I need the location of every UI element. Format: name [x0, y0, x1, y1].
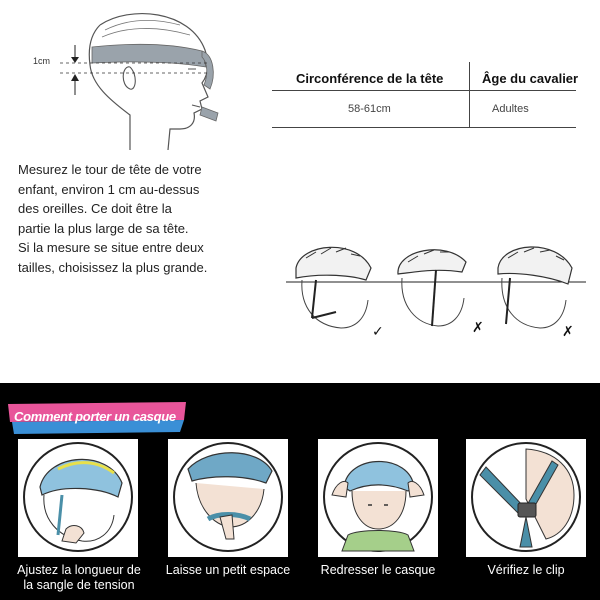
instructions-paragraph-2: Si la mesure se situe entre deux tailles, choisissez la plus grande.	[18, 240, 208, 275]
fit-mark-correct: ✓	[372, 324, 384, 340]
step-3-image-frame	[318, 439, 438, 557]
how-to-wear-section	[0, 383, 600, 600]
step-2-caption-line-1: Laisse un petit espace	[165, 563, 291, 577]
step-1-caption-line-2: la sangle de tension	[23, 578, 135, 592]
step-2-image-frame	[168, 439, 288, 557]
fit-incorrect-figure-1	[398, 250, 466, 326]
cell-age: Adultes	[492, 103, 529, 115]
step-3-illustration	[318, 439, 438, 557]
size-table	[272, 62, 579, 128]
step-4-image-frame	[466, 439, 586, 557]
step-1-illustration	[18, 439, 138, 557]
fit-incorrect-figure-2	[498, 247, 572, 328]
head-measure-illustration	[30, 5, 230, 155]
cell-size: 58-61cm	[348, 103, 391, 115]
how-to-wear-banner	[8, 400, 188, 434]
step-3-caption-line-1: Redresser le casque	[320, 563, 436, 577]
header-circumference: Circonférence de la tête	[296, 71, 444, 86]
step-1-caption	[4, 563, 154, 593]
step-1-caption-line-1: Ajustez la longueur de	[17, 563, 141, 577]
fit-mark-incorrect-1: ✗	[472, 320, 484, 336]
step-2-illustration	[168, 439, 288, 557]
fit-mark-incorrect-2: ✗	[562, 324, 574, 340]
table-column-divider	[469, 62, 470, 128]
fit-correct-figure	[296, 247, 371, 328]
instructions-paragraph-1: Mesurez le tour de tête de votre enfant, environ 1 cm au-dessus des oreilles. Ce doit être la partie la plus large de sa tête.	[18, 162, 202, 236]
step-1-image-frame	[18, 439, 138, 557]
measure-instructions	[18, 160, 208, 277]
header-rider-age: Âge du cavalier	[482, 71, 579, 86]
table-bottom-border	[272, 127, 576, 128]
step-2-caption	[158, 563, 298, 578]
step-4-illustration	[466, 439, 586, 557]
helmet-fit-comparison	[286, 238, 586, 348]
measure-label: 1cm	[33, 56, 51, 66]
banner-title: Comment porter un casque	[14, 409, 176, 424]
step-4-caption	[456, 563, 596, 578]
table-divider	[272, 90, 576, 91]
step-4-caption-line-1: Vérifiez le clip	[487, 563, 565, 577]
step-3-caption	[308, 563, 448, 578]
